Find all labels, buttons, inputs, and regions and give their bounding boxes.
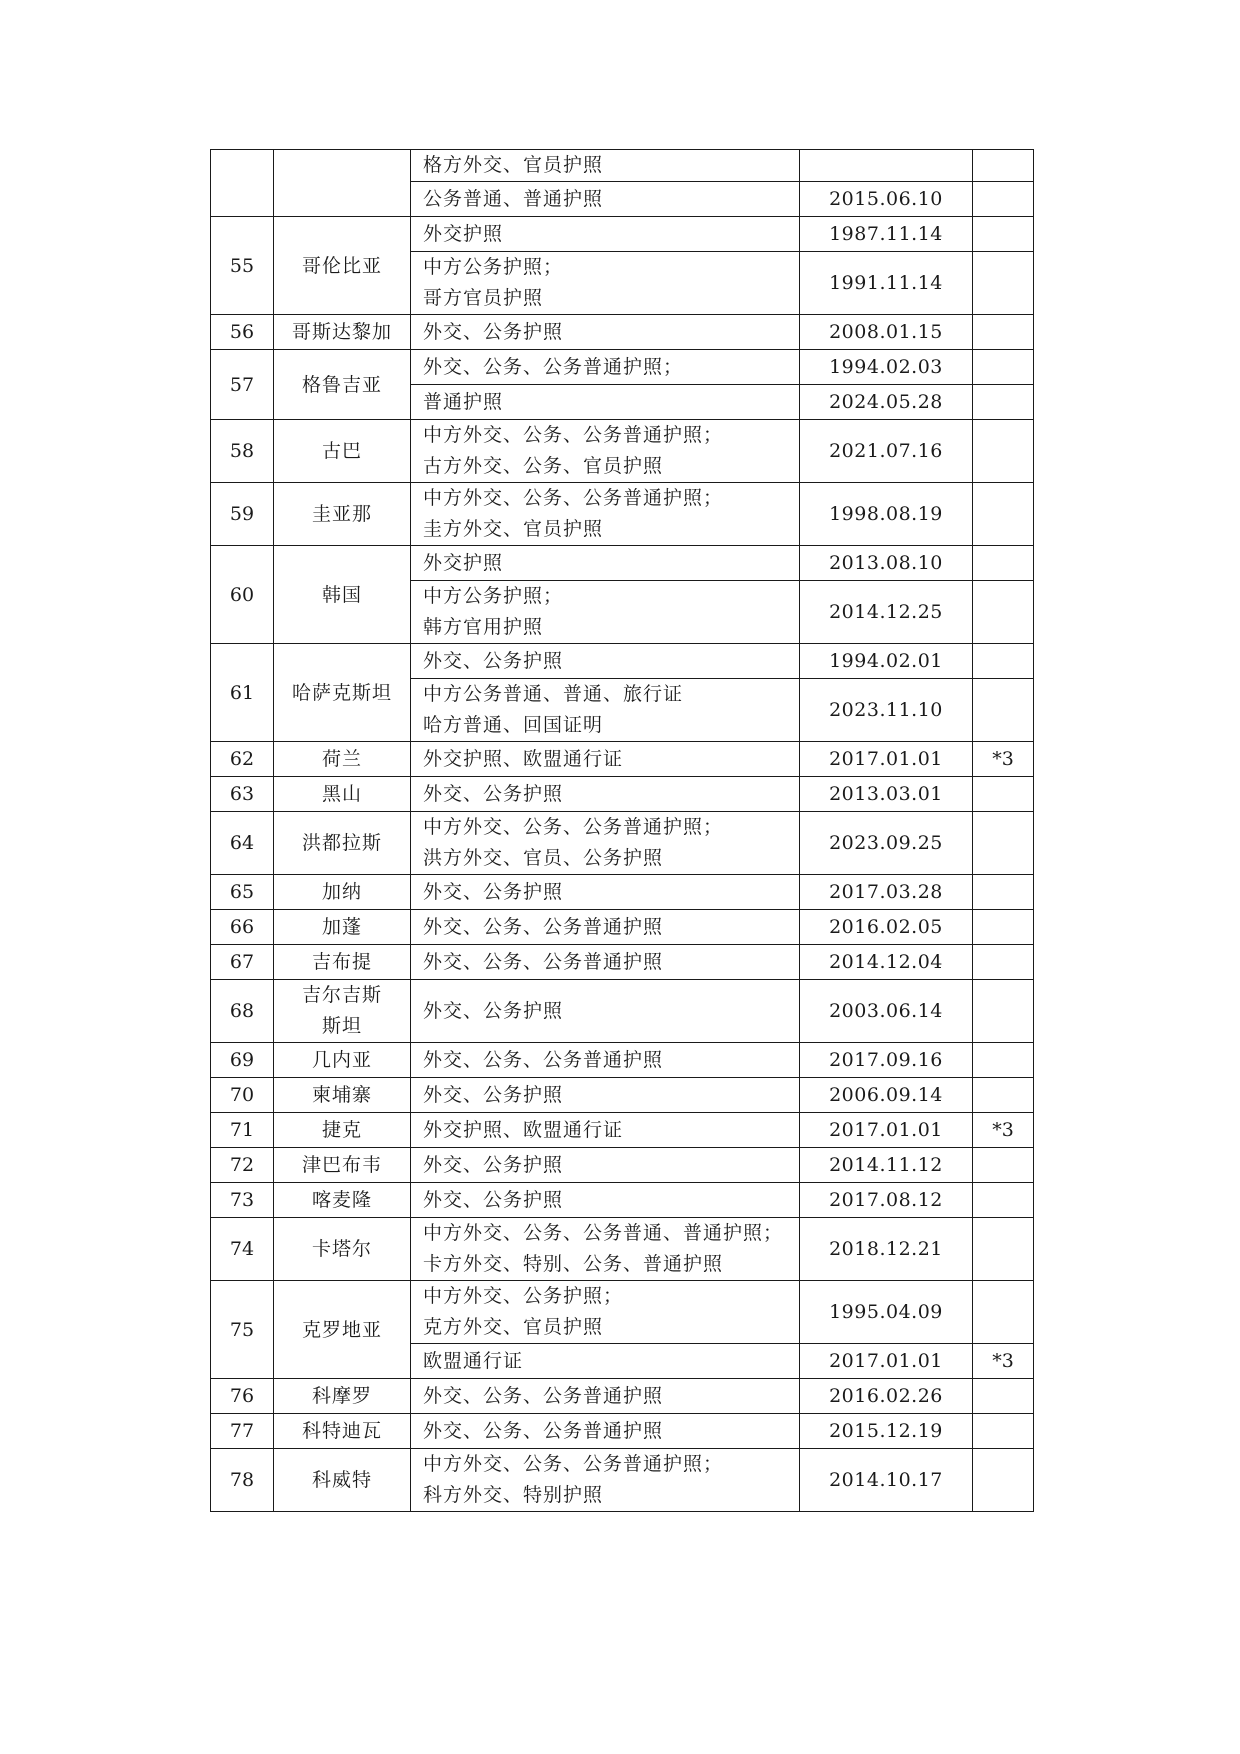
table-row	[211, 742, 1034, 777]
row-number: 63	[211, 777, 274, 812]
passport-type-line: 外交、公务、公务普通护照	[423, 950, 664, 973]
country-name: 几内亚	[274, 1043, 411, 1078]
passport-type-line: 中方公务普通、普通、旅行证	[423, 683, 684, 705]
row-number: 68	[211, 980, 274, 1043]
passport-types	[411, 1078, 800, 1113]
passport-type-line: 外交、公务护照	[423, 782, 564, 805]
row-number: 61	[211, 644, 274, 742]
table-row	[211, 1379, 1034, 1414]
passport-types	[411, 812, 800, 875]
passport-types	[411, 1344, 800, 1379]
remark	[973, 644, 1034, 679]
effective-date: 2016.02.05	[800, 910, 973, 945]
table-row	[211, 420, 1034, 483]
passport-type-line: 韩方官用护照	[423, 616, 544, 638]
row-number: 69	[211, 1043, 274, 1078]
passport-types	[411, 1113, 800, 1148]
passport-types	[411, 875, 800, 910]
passport-types	[411, 420, 800, 483]
passport-type-line: 外交、公务、公务普通护照	[423, 915, 664, 938]
table-row	[211, 777, 1034, 812]
table-row	[211, 875, 1034, 910]
country-name: 黑山	[274, 777, 411, 812]
table-row	[211, 812, 1034, 875]
passport-type-line: 哥方官员护照	[423, 287, 544, 309]
effective-date: 2006.09.14	[800, 1078, 973, 1113]
remark	[973, 1218, 1034, 1281]
effective-date: 2017.01.01	[800, 1113, 973, 1148]
passport-type-line: 外交、公务护照	[423, 649, 564, 672]
remark	[973, 777, 1034, 812]
passport-types	[411, 483, 800, 546]
remark	[973, 315, 1034, 350]
country-name: 圭亚那	[274, 483, 411, 546]
passport-type-line: 古方外交、公务、官员护照	[423, 455, 664, 477]
country-name: 喀麦隆	[274, 1183, 411, 1218]
remark	[973, 1379, 1034, 1414]
row-number: 65	[211, 875, 274, 910]
effective-date: 2014.12.25	[800, 581, 973, 644]
passport-type-line: 中方外交、公务、公务普通护照；	[423, 1453, 724, 1475]
remark	[973, 350, 1034, 385]
remark	[973, 910, 1034, 945]
passport-type-line: 外交护照	[423, 222, 504, 245]
country-name: 洪都拉斯	[274, 812, 411, 875]
effective-date: 2021.07.16	[800, 420, 973, 483]
passport-type-line: 圭方外交、官员护照	[423, 518, 604, 540]
country-name: 卡塔尔	[274, 1218, 411, 1281]
country-name: 韩国	[274, 546, 411, 644]
passport-type-line: 中方外交、公务护照；	[423, 1285, 624, 1307]
passport-type-line: 外交、公务护照	[423, 1083, 564, 1106]
passport-type-line: 外交、公务护照	[423, 880, 564, 903]
country-name: 科特迪瓦	[274, 1414, 411, 1449]
passport-types	[411, 385, 800, 420]
table-row	[211, 1078, 1034, 1113]
row-number: 71	[211, 1113, 274, 1148]
effective-date: 2008.01.15	[800, 315, 973, 350]
remark	[973, 581, 1034, 644]
passport-type-line: 外交、公务护照	[423, 1188, 564, 1211]
passport-type-line: 普通护照	[423, 390, 504, 413]
effective-date: 1998.08.19	[800, 483, 973, 546]
passport-type-line: 外交、公务护照	[423, 999, 564, 1022]
row-number: 62	[211, 742, 274, 777]
remark: *3	[973, 1344, 1034, 1379]
passport-type-line: 中方外交、公务、公务普通护照；	[423, 424, 724, 446]
country-name: 哈萨克斯坦	[274, 644, 411, 742]
passport-types	[411, 945, 800, 980]
effective-date: 1994.02.01	[800, 644, 973, 679]
table-row	[211, 315, 1034, 350]
passport-type-line: 外交护照、欧盟通行证	[423, 747, 624, 770]
row-number: 75	[211, 1281, 274, 1379]
effective-date: 2016.02.26	[800, 1379, 973, 1414]
effective-date	[800, 150, 973, 182]
passport-type-line: 中方外交、公务、公务普通护照；	[423, 816, 724, 838]
passport-type-line: 哈方普通、回国证明	[423, 714, 604, 736]
country-name: 柬埔寨	[274, 1078, 411, 1113]
remark	[973, 1281, 1034, 1344]
row-number: 55	[211, 217, 274, 315]
passport-type-line: 科方外交、特别护照	[423, 1484, 604, 1506]
remark	[973, 182, 1034, 217]
passport-types	[411, 742, 800, 777]
passport-types	[411, 980, 800, 1043]
passport-type-line: 中方外交、公务、公务普通护照；	[423, 487, 724, 509]
passport-type-line: 外交、公务、公务普通护照；	[423, 355, 684, 378]
remark	[973, 1414, 1034, 1449]
row-number: 66	[211, 910, 274, 945]
effective-date: 2015.06.10	[800, 182, 973, 217]
row-number: 64	[211, 812, 274, 875]
passport-types	[411, 150, 800, 182]
table-row	[211, 980, 1034, 1043]
effective-date: 2014.11.12	[800, 1148, 973, 1183]
row-number: 57	[211, 350, 274, 420]
remark: *3	[973, 742, 1034, 777]
table-row	[211, 644, 1034, 679]
country-name	[274, 150, 411, 217]
passport-types	[411, 679, 800, 742]
passport-types	[411, 1449, 800, 1512]
passport-types	[411, 315, 800, 350]
effective-date: 2017.03.28	[800, 875, 973, 910]
passport-type-line: 外交、公务、公务普通护照	[423, 1048, 664, 1071]
passport-type-line: 外交、公务护照	[423, 320, 564, 343]
table-row	[211, 1414, 1034, 1449]
table-row	[211, 1043, 1034, 1078]
table-row	[211, 1218, 1034, 1281]
passport-types	[411, 182, 800, 217]
passport-types	[411, 217, 800, 252]
remark	[973, 1183, 1034, 1218]
effective-date: 2024.05.28	[800, 385, 973, 420]
effective-date: 2013.08.10	[800, 546, 973, 581]
effective-date: 2017.01.01	[800, 742, 973, 777]
visa-exemption-table	[210, 149, 1034, 1512]
passport-type-line: 公务普通、普通护照	[423, 187, 604, 210]
row-number: 74	[211, 1218, 274, 1281]
table-row	[211, 1449, 1034, 1512]
country-name: 哥斯达黎加	[274, 315, 411, 350]
effective-date: 2023.11.10	[800, 679, 973, 742]
row-number: 59	[211, 483, 274, 546]
effective-date: 2017.01.01	[800, 1344, 973, 1379]
effective-date: 1994.02.03	[800, 350, 973, 385]
passport-types	[411, 644, 800, 679]
remark	[973, 1078, 1034, 1113]
table-row	[211, 150, 1034, 182]
passport-types	[411, 252, 800, 315]
country-name: 加蓬	[274, 910, 411, 945]
passport-types	[411, 1281, 800, 1344]
remark	[973, 875, 1034, 910]
country-name: 格鲁吉亚	[274, 350, 411, 420]
row-number: 77	[211, 1414, 274, 1449]
effective-date: 1987.11.14	[800, 217, 973, 252]
passport-type-line: 外交护照、欧盟通行证	[423, 1118, 624, 1141]
effective-date: 1995.04.09	[800, 1281, 973, 1344]
effective-date: 2023.09.25	[800, 812, 973, 875]
row-number: 60	[211, 546, 274, 644]
row-number: 72	[211, 1148, 274, 1183]
row-number: 73	[211, 1183, 274, 1218]
passport-types	[411, 1043, 800, 1078]
passport-type-line: 克方外交、官员护照	[423, 1316, 604, 1338]
row-number: 58	[211, 420, 274, 483]
country-name: 科摩罗	[274, 1379, 411, 1414]
effective-date: 2003.06.14	[800, 980, 973, 1043]
table-row	[211, 546, 1034, 581]
passport-types	[411, 546, 800, 581]
table-row	[211, 1148, 1034, 1183]
remark	[973, 1043, 1034, 1078]
remark	[973, 546, 1034, 581]
passport-types	[411, 1379, 800, 1414]
remark	[973, 945, 1034, 980]
country-name: 吉布提	[274, 945, 411, 980]
row-number: 70	[211, 1078, 274, 1113]
table-row	[211, 483, 1034, 546]
passport-types	[411, 1183, 800, 1218]
country-name-line: 吉尔吉斯	[301, 984, 382, 1006]
table-row	[211, 1183, 1034, 1218]
remark	[973, 1449, 1034, 1512]
country-name: 加纳	[274, 875, 411, 910]
passport-type-line: 卡方外交、特别、公务、普通护照	[423, 1253, 724, 1275]
row-number: 78	[211, 1449, 274, 1512]
row-number: 67	[211, 945, 274, 980]
remark	[973, 980, 1034, 1043]
effective-date: 2014.10.17	[800, 1449, 973, 1512]
remark: *3	[973, 1113, 1034, 1148]
passport-type-line: 欧盟通行证	[423, 1349, 524, 1372]
passport-type-line: 中方外交、公务、公务普通、普通护照；	[423, 1222, 784, 1244]
effective-date: 2015.12.19	[800, 1414, 973, 1449]
passport-type-line: 格方外交、官员护照	[423, 154, 604, 176]
table-row	[211, 910, 1034, 945]
passport-types	[411, 581, 800, 644]
passport-type-line: 中方公务护照；	[423, 256, 564, 278]
remark	[973, 679, 1034, 742]
passport-types	[411, 1218, 800, 1281]
remark	[973, 252, 1034, 315]
table-body	[211, 150, 1034, 1512]
remark	[973, 420, 1034, 483]
remark	[973, 1148, 1034, 1183]
table-row	[211, 945, 1034, 980]
country-name: 克罗地亚	[274, 1281, 411, 1379]
table-row	[211, 350, 1034, 385]
table-row	[211, 1113, 1034, 1148]
passport-types	[411, 350, 800, 385]
table-row	[211, 1281, 1034, 1344]
passport-types	[411, 1148, 800, 1183]
row-number	[211, 150, 274, 217]
country-name: 哥伦比亚	[274, 217, 411, 315]
effective-date: 2013.03.01	[800, 777, 973, 812]
passport-type-line: 洪方外交、官员、公务护照	[423, 847, 664, 869]
country-name: 科威特	[274, 1449, 411, 1512]
country-name	[274, 980, 411, 1043]
passport-types	[411, 1414, 800, 1449]
effective-date: 2014.12.04	[800, 945, 973, 980]
passport-types	[411, 910, 800, 945]
remark	[973, 217, 1034, 252]
passport-type-line: 中方公务护照；	[423, 585, 564, 607]
country-name: 古巴	[274, 420, 411, 483]
remark	[973, 812, 1034, 875]
country-name: 津巴布韦	[274, 1148, 411, 1183]
effective-date: 2017.09.16	[800, 1043, 973, 1078]
effective-date: 2018.12.21	[800, 1218, 973, 1281]
remark	[973, 385, 1034, 420]
effective-date: 2017.08.12	[800, 1183, 973, 1218]
remark	[973, 150, 1034, 182]
country-name: 捷克	[274, 1113, 411, 1148]
passport-type-line: 外交、公务、公务普通护照	[423, 1384, 664, 1407]
row-number: 56	[211, 315, 274, 350]
remark	[973, 483, 1034, 546]
passport-type-line: 外交、公务、公务普通护照	[423, 1419, 664, 1442]
passport-type-line: 外交护照	[423, 551, 504, 574]
table-row	[211, 217, 1034, 252]
country-name-line: 斯坦	[321, 1015, 362, 1037]
passport-types	[411, 777, 800, 812]
passport-type-line: 外交、公务护照	[423, 1153, 564, 1176]
country-name: 荷兰	[274, 742, 411, 777]
row-number: 76	[211, 1379, 274, 1414]
effective-date: 1991.11.14	[800, 252, 973, 315]
